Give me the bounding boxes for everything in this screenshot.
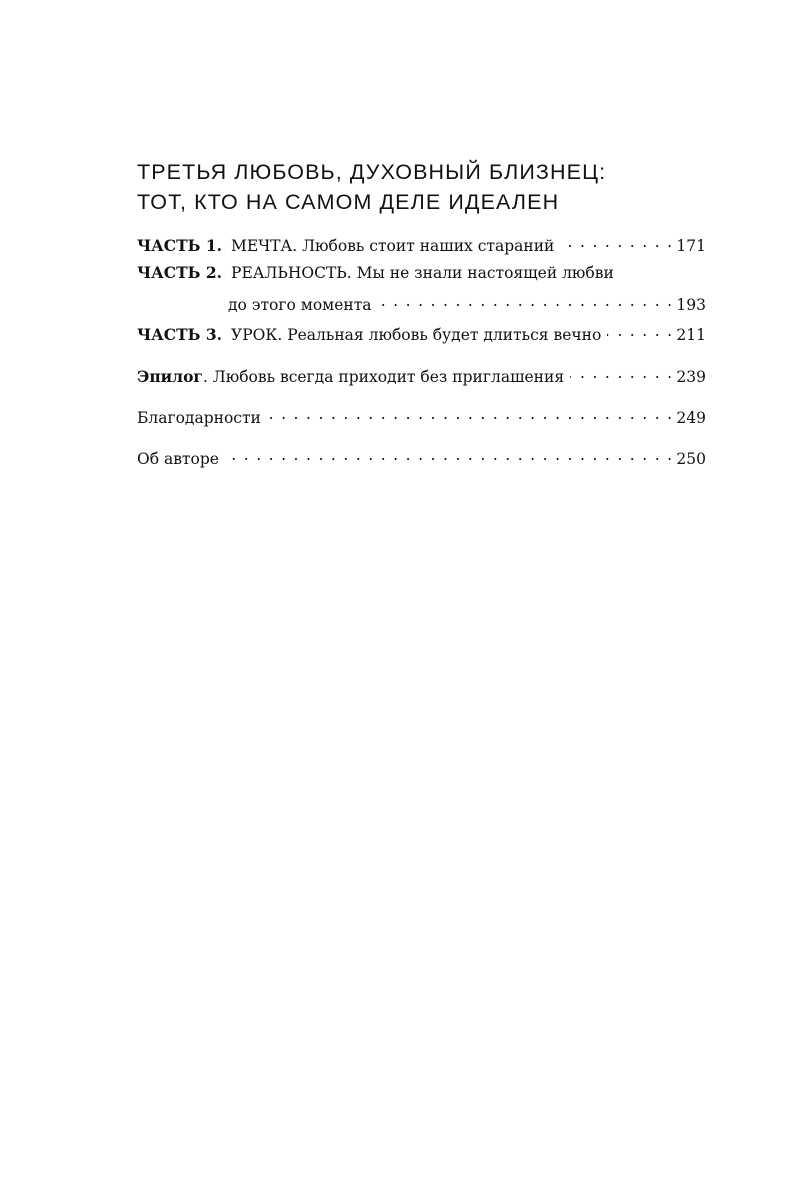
part-3-page-number: 211 [676,326,706,344]
dot-leader [607,322,673,340]
dot-leader [560,233,673,251]
part-2-label: ЧАСТЬ 2. [137,263,223,282]
toc-entry-part-2-continued[interactable] [228,292,706,316]
toc-entry-epilogue[interactable] [137,364,706,388]
part-3-label: ЧАСТЬ 3. [137,325,223,344]
section-heading-line-2: ТОТ, КТО НА САМОМ ДЕЛЕ ИДЕАЛЕН [137,190,560,214]
part-2-title-line-2: до этого момента [228,296,372,314]
part-1-title: МЕЧТА. Любовь стоит наших стараний [231,237,555,255]
epilogue-page-number: 239 [676,368,706,386]
part-1-page-number: 171 [676,237,706,255]
part-1-label: ЧАСТЬ 1. [137,236,223,255]
part-2-page-number: 193 [676,296,706,314]
about-author-page-number: 250 [676,450,706,468]
dot-leader [267,405,674,423]
epilogue-title: . Любовь всегда приходит без приглашения [202,368,565,386]
toc-entry-part-3[interactable] [137,322,706,346]
epilogue-label: Эпилог [137,367,203,386]
section-heading-line-1: ТРЕТЬЯ ЛЮБОВЬ, ДУХОВНЫЙ БЛИЗНЕЦ: [137,160,607,184]
dot-leader [378,292,674,310]
about-author-title: Об авторе [137,450,219,468]
acknowledgements-title: Благодарности [137,409,261,427]
section-heading [137,157,717,217]
toc-entry-part-2[interactable] [137,263,706,287]
dot-leader [225,446,673,464]
part-3-title: УРОК. Реальная любовь будет длиться вечно [231,326,602,344]
toc-entry-about-author[interactable] [137,446,706,470]
part-2-title-line-1: РЕАЛЬНОСТЬ. Мы не знали настоящей любви [231,264,614,282]
toc-entry-acknowledgements[interactable] [137,405,706,429]
toc-entry-part-1[interactable] [137,233,706,257]
dot-leader [570,364,673,382]
acknowledgements-page-number: 249 [676,409,706,427]
